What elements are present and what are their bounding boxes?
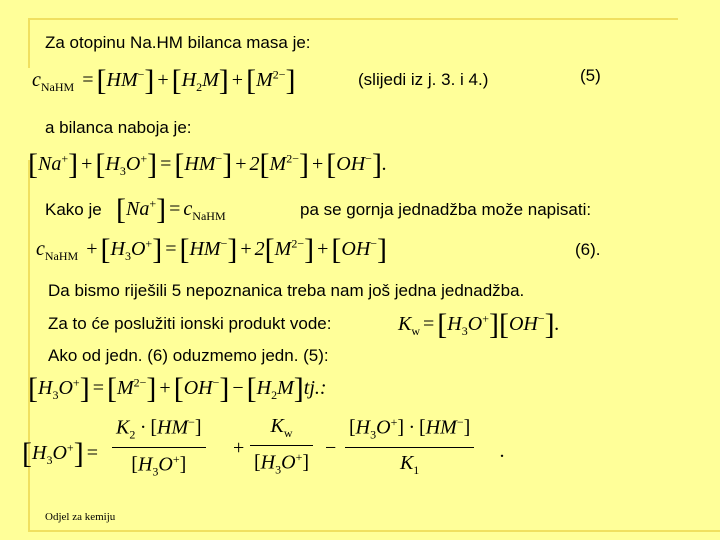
fraction-k2-hm: $K_2 \cdot [HM^-]$ $[H_3O^+]$ xyxy=(112,415,206,479)
charge-balance-heading: a bilanca naboja je: xyxy=(45,118,192,137)
sodium-substitution-equation: $[Na^+] = c_{NaHM}$ xyxy=(116,193,226,226)
mass-balance-note: (slijedi iz j. 3. i 4.) xyxy=(358,70,489,89)
final-equation-lhs: $[H_3O^+]$ = xyxy=(22,437,98,470)
plus-sign: + xyxy=(233,437,245,459)
water-ionic-product-equation: $K_w = [H_3O^+][OH^-]$. xyxy=(398,308,560,341)
rewrite-note: pa se gornja jednadžba može napisati: xyxy=(300,200,592,219)
mass-balance-heading: Za otopinu Na.HM bilanca masa je: xyxy=(45,33,311,52)
minus-sign: − xyxy=(325,437,337,459)
difference-equation: $[H_3O^+] = [M^{2-}] + [OH^-] - [H_2M]tj$.: xyxy=(28,372,327,405)
equation-6: $c_{NaHM} + [H_3O^+] = [HM^-] + 2[M^{2-}] + [OH^-]$ xyxy=(36,233,388,266)
charge-balance-equation: $[Na^+] + [H_3O^+] = [HM^-] + 2[M^{2-}] + [OH^-]$. xyxy=(28,148,387,181)
final-period: . xyxy=(500,440,505,462)
fraction-kw: $K_w$ $[H_3O^+]$ xyxy=(250,415,313,478)
fraction-h3o-hm-k1: $[H_3O^+] \cdot [HM^-]$ $K_1$ xyxy=(345,415,474,478)
equation-number-6: (6). xyxy=(575,240,601,259)
unknowns-sentence: Da bismo riješili 5 nepoznanica treba nam još jedna jednadžba. xyxy=(48,281,525,300)
frame-left-line-lower xyxy=(28,160,30,532)
equation-number-5: (5) xyxy=(580,66,601,85)
mass-balance-equation: $c_{NaHM} = [HM^-] + [H_2M] + [M^{2-}]$ xyxy=(32,64,296,97)
that-is-label: tj.: xyxy=(303,377,327,399)
frame-top-line xyxy=(28,18,678,20)
subtract-sentence: Ako od jedn. (6) oduzmemo jedn. (5): xyxy=(48,346,329,365)
frame-left-line xyxy=(28,18,30,68)
since-label: Kako je xyxy=(45,200,102,219)
footer-department: Odjel za kemiju xyxy=(45,511,116,523)
frame-bottom-line xyxy=(28,530,720,532)
water-product-label: Za to će poslužiti ionski produkt vode: xyxy=(48,314,332,333)
